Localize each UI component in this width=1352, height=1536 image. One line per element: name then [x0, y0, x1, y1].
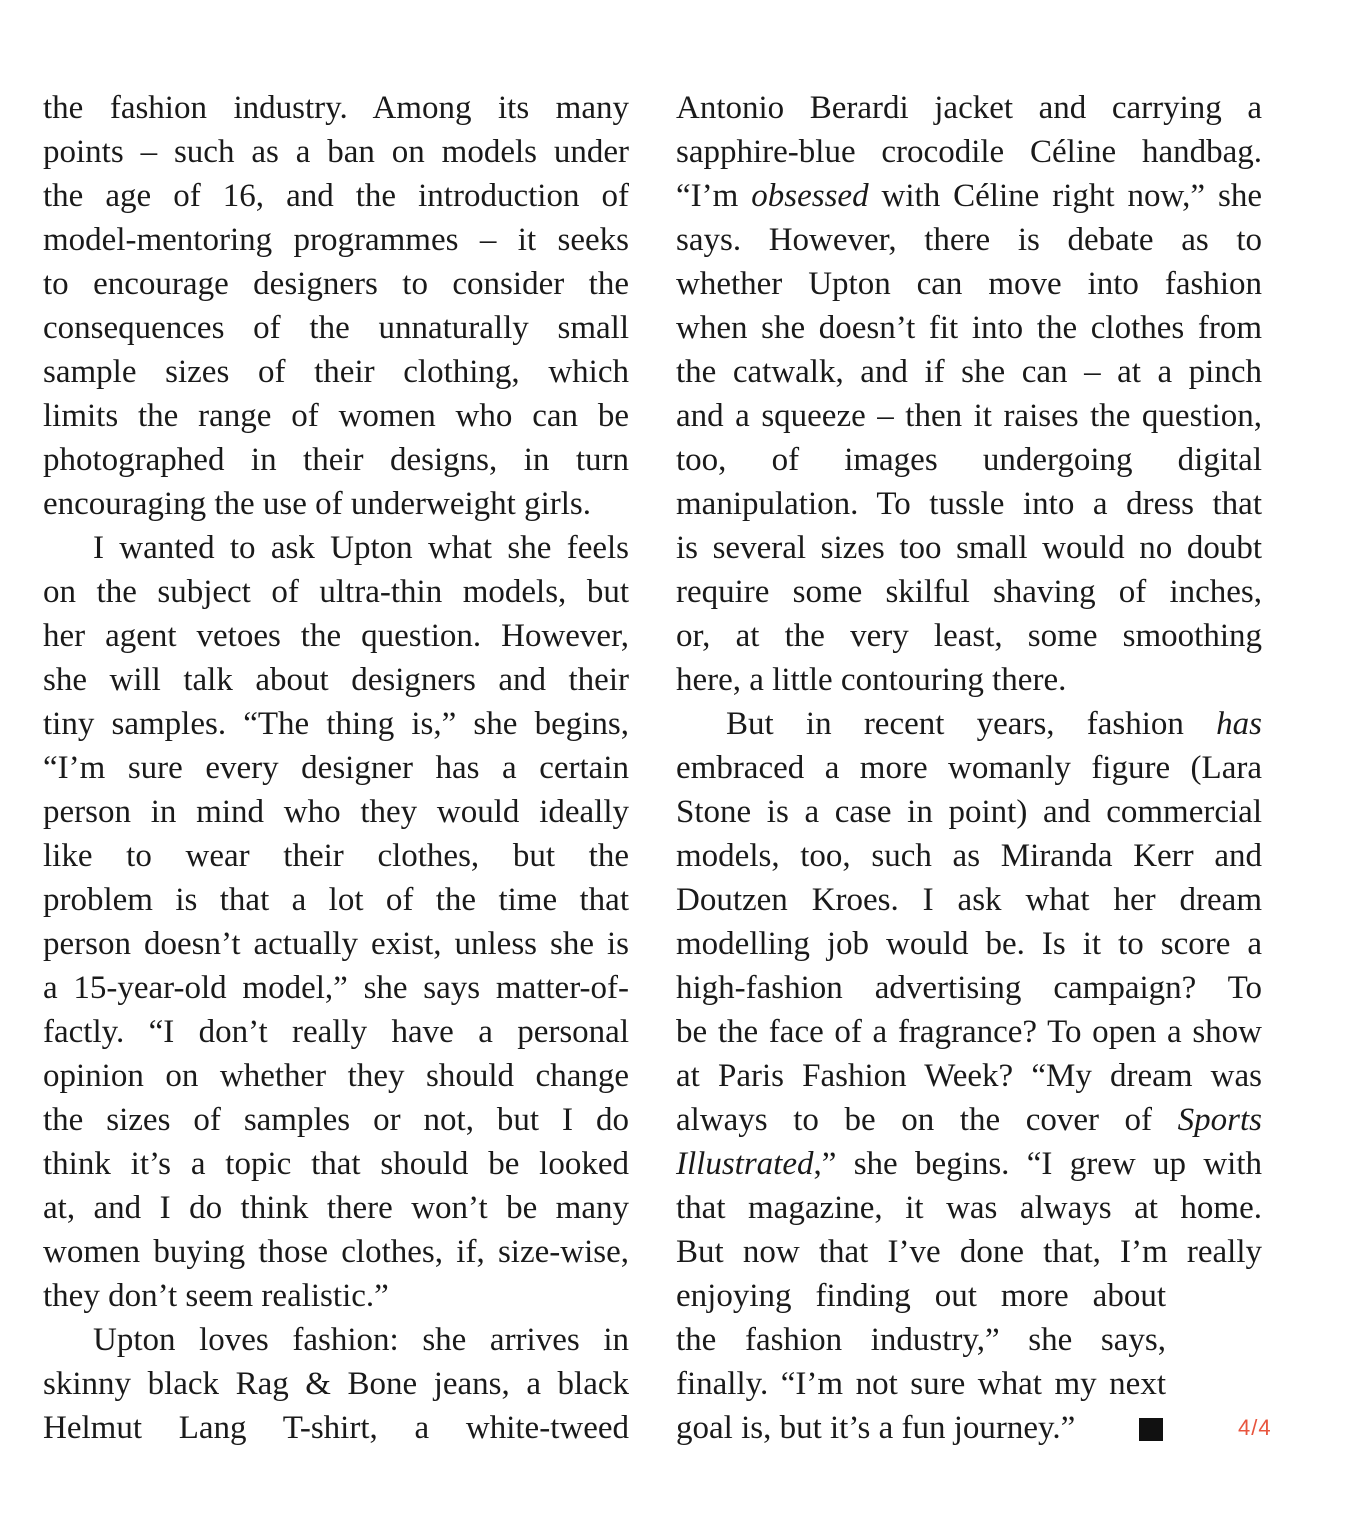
text-line [676, 614, 1262, 658]
text-line [43, 1098, 629, 1142]
text-segment: has [1216, 706, 1262, 742]
text-line [676, 878, 1262, 922]
text-line [43, 350, 629, 394]
text-segment: opinion on whether they should change [43, 1058, 629, 1094]
text-segment: “I’m sure every designer has a certain [43, 750, 629, 786]
text-line [676, 1010, 1262, 1054]
article-column-left [43, 86, 629, 1450]
text-segment: or, at the very least, some smoothing [676, 618, 1262, 654]
text-line [43, 130, 629, 174]
text-line [43, 1230, 629, 1274]
text-line [43, 570, 629, 614]
text-segment: points – such as a ban on models under [43, 134, 629, 170]
text-line [43, 526, 629, 570]
text-line [676, 1318, 1166, 1362]
text-line [676, 1230, 1262, 1274]
text-segment: whether Upton can move into fashion [676, 266, 1262, 302]
text-segment: ,” she begins. “I grew up with [813, 1146, 1262, 1182]
text-segment: at Paris Fashion Week? “My dream was [676, 1058, 1262, 1094]
text-line [676, 570, 1262, 614]
text-segment: person in mind who they would ideally [43, 794, 629, 830]
text-line [676, 1274, 1166, 1318]
text-line [43, 1406, 629, 1450]
text-segment: models, too, such as Miranda Kerr and [676, 838, 1262, 874]
text-line [676, 1406, 1262, 1450]
text-line [43, 86, 629, 130]
text-segment: model-mentoring programmes – it seeks [43, 222, 629, 258]
text-line [676, 1054, 1262, 1098]
text-segment: factly. “I don’t really have a personal [43, 1014, 629, 1050]
text-segment: sapphire-blue crocodile Céline handbag. [676, 134, 1262, 170]
text-segment: she will talk about designers and their [43, 662, 629, 698]
text-line [43, 1054, 629, 1098]
text-line [43, 438, 629, 482]
text-line [43, 1142, 629, 1186]
text-segment: to encourage designers to consider the [43, 266, 629, 302]
text-line [43, 174, 629, 218]
text-line [676, 790, 1262, 834]
text-segment: limits the range of women who can be [43, 398, 629, 434]
text-segment: photographed in their designs, in turn [43, 442, 629, 478]
text-line [676, 394, 1262, 438]
text-segment: too, of images undergoing digital [676, 442, 1262, 478]
text-line [43, 218, 629, 262]
text-line [676, 306, 1262, 350]
text-line [676, 746, 1262, 790]
text-line [676, 482, 1262, 526]
text-line [676, 1362, 1166, 1406]
text-segment: think it’s a topic that should be looked [43, 1146, 629, 1182]
text-line [676, 438, 1262, 482]
text-segment: goal is, but it’s a fun journey.” [676, 1410, 1076, 1446]
text-line [676, 86, 1262, 130]
text-line [676, 350, 1262, 394]
text-segment: manipulation. To tussle into a dress that [676, 486, 1262, 522]
text-line [676, 966, 1262, 1010]
text-line [43, 1186, 629, 1230]
text-line [676, 526, 1262, 570]
text-line [676, 174, 1262, 218]
text-segment: Antonio Berardi jacket and carrying a [676, 90, 1262, 126]
text-segment: when she doesn’t fit into the clothes from [676, 310, 1262, 346]
text-line [676, 218, 1262, 262]
text-segment: a 15-year-old model,” she says matter-of- [43, 970, 629, 1006]
text-segment: like to wear their clothes, but the [43, 838, 629, 874]
text-line [676, 658, 1262, 702]
text-segment: that magazine, it was always at home. [676, 1190, 1262, 1226]
text-segment: on the subject of ultra-thin models, but [43, 574, 629, 610]
text-line [43, 658, 629, 702]
text-line [676, 922, 1262, 966]
text-segment: they don’t seem realistic.” [43, 1278, 389, 1314]
text-segment: problem is that a lot of the time that [43, 882, 629, 918]
text-segment: always to be on the cover of [676, 1102, 1178, 1138]
text-segment: Helmut Lang T-shirt, a white-tweed [43, 1410, 629, 1446]
text-segment: her agent vetoes the question. However, [43, 618, 629, 654]
text-line [676, 1186, 1262, 1230]
text-line [676, 262, 1262, 306]
text-segment: skinny black Rag & Bone jeans, a black [43, 1366, 629, 1402]
text-segment: high-fashion advertising campaign? To [676, 970, 1262, 1006]
text-segment: be the face of a fragrance? To open a show [676, 1014, 1262, 1050]
text-line [43, 922, 629, 966]
text-line [43, 1362, 629, 1406]
article-column-right [676, 86, 1262, 1450]
text-line [676, 1142, 1262, 1186]
text-segment: Illustrated [676, 1146, 814, 1182]
text-segment: the catwalk, and if she can – at a pinch [676, 354, 1262, 390]
text-line [43, 614, 629, 658]
text-segment: enjoying finding out more about [676, 1278, 1166, 1314]
text-segment: women buying those clothes, if, size-wise, [43, 1234, 629, 1270]
text-line [43, 702, 629, 746]
text-line [43, 306, 629, 350]
text-line [43, 966, 629, 1010]
text-line [676, 702, 1262, 746]
text-line [43, 1318, 629, 1362]
text-segment: finally. “I’m not sure what my next [676, 1366, 1166, 1402]
end-of-article-mark [1139, 1418, 1163, 1441]
text-line [43, 1010, 629, 1054]
text-line [676, 130, 1262, 174]
text-segment: with Céline right now,” she [868, 178, 1263, 214]
text-segment: says. However, there is debate as to [676, 222, 1262, 258]
text-line [43, 746, 629, 790]
text-segment: tiny samples. “The thing is,” she begins, [43, 706, 629, 742]
text-segment: the age of 16, and the introduction of [43, 178, 629, 214]
text-segment: consequences of the unnaturally small [43, 310, 629, 346]
text-segment: the fashion industry. Among its many [43, 90, 629, 126]
text-segment: modelling job would be. Is it to score a [676, 926, 1262, 962]
text-segment: Sports [1177, 1102, 1262, 1138]
text-segment: at, and I do think there won’t be many [43, 1190, 629, 1226]
text-segment: the fashion industry,” she says, [676, 1322, 1166, 1358]
text-line [43, 790, 629, 834]
text-line [43, 482, 629, 526]
text-segment: here, a little contouring there. [676, 662, 1067, 698]
text-line [43, 262, 629, 306]
text-segment: Doutzen Kroes. I ask what her dream [676, 882, 1262, 918]
text-segment: require some skilful shaving of inches, [676, 574, 1262, 610]
text-line [43, 834, 629, 878]
text-segment: Upton loves fashion: she arrives in [93, 1322, 629, 1358]
text-segment: person doesn’t actually exist, unless she is [43, 926, 629, 962]
text-segment: is several sizes too small would no doubt [676, 530, 1262, 566]
page-number: 4/4 [1238, 1415, 1272, 1440]
text-line [43, 394, 629, 438]
text-segment: obsessed [751, 178, 869, 214]
text-line [676, 834, 1262, 878]
text-segment: But now that I’ve done that, I’m really [676, 1234, 1262, 1270]
text-segment: But in recent years, fashion [726, 706, 1217, 742]
text-segment: I wanted to ask Upton what she feels [93, 530, 629, 566]
text-line [43, 1274, 629, 1318]
text-segment: embraced a more womanly figure (Lara [676, 750, 1262, 786]
text-segment: the sizes of samples or not, but I do [43, 1102, 629, 1138]
text-segment: sample sizes of their clothing, which [43, 354, 629, 390]
text-line [676, 1098, 1262, 1142]
text-segment: “I’m [676, 178, 752, 214]
text-segment: Stone is a case in point) and commercial [676, 794, 1262, 830]
text-segment: encouraging the use of underweight girls. [43, 486, 592, 522]
text-line [43, 878, 629, 922]
text-segment: and a squeeze – then it raises the question, [676, 398, 1262, 434]
